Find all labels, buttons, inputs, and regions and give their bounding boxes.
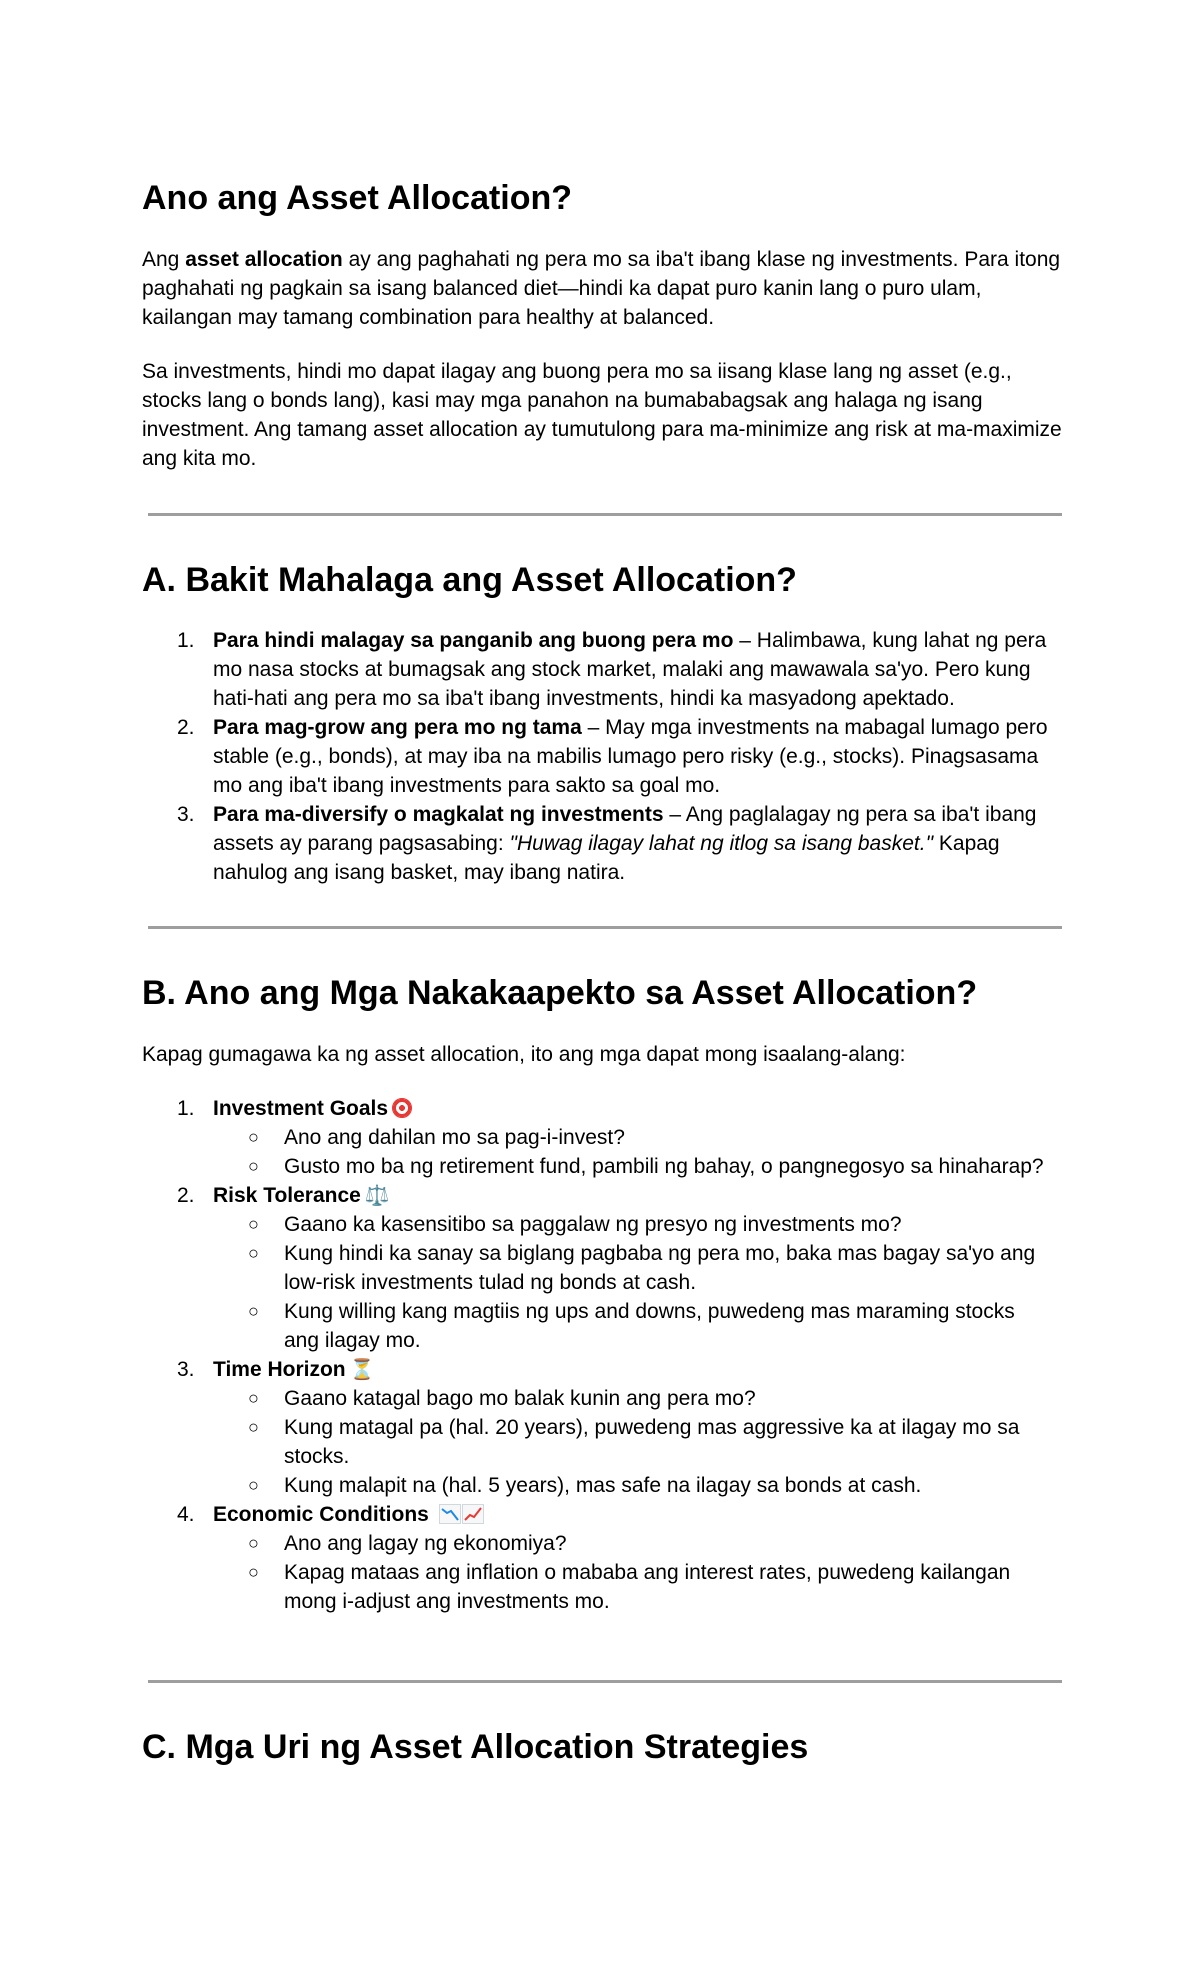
chart-up-icon xyxy=(462,1504,484,1524)
section-b-list xyxy=(142,1094,1062,1616)
scales-icon: ⚖️ xyxy=(364,1183,390,1207)
section-divider xyxy=(148,1680,1062,1683)
chart-down-icon xyxy=(439,1504,461,1524)
list-item: 3. Para ma-diversify o magkalat ng investments – Ang paglalagay ng pera sa iba't ibang assets ay parang pagsasabing: "Huwag ilagay lahat ng itlog sa isang basket." Kapag nahulog ang isang basket, may ibang natira. xyxy=(177,803,1037,884)
target-icon xyxy=(392,1098,412,1118)
section-a-list xyxy=(142,626,1062,887)
list-item: 2. Para mag-grow ang pera mo ng tama – May mga investments na mabagal lumago pero stable (e.g., bonds), at may iba na mabilis lumago pero risky (e.g., stocks). Pinagsasama mo ang iba't ibang investments para sakto sa goal mo. xyxy=(177,716,1048,797)
list-item: 2. Risk Tolerance ⚖️ xyxy=(177,1183,390,1207)
list-item: ○ Ano ang lagay ng ekonomiya? xyxy=(248,1532,567,1555)
intro-paragraph-2: Sa investments, hindi mo dapat ilagay ang buong pera mo sa iisang klase lang ng asset (e.g., stocks lang o bonds lang), kasi may mga panahon na bumababagsak ang halaga ng isang investment. Ang tamang asset allocation ay tumutulong para ma-minimize ang risk at ma-maximize ang kita mo. xyxy=(142,360,1062,470)
section-a-heading: A. Bakit Mahalaga ang Asset Allocation? xyxy=(142,561,797,599)
section-c-heading: C. Mga Uri ng Asset Allocation Strategies xyxy=(142,1728,809,1766)
hourglass-icon: ⏳ xyxy=(349,1357,375,1381)
list-item: ○ Gaano katagal bago mo balak kunin ang pera mo? xyxy=(248,1387,756,1410)
list-item: ○ Kapag mataas ang inflation o mababa ang interest rates, puwedeng kailangan mong i-adjust ang investments mo. xyxy=(248,1561,1011,1613)
section-divider xyxy=(148,926,1062,929)
list-item: ○ Ano ang dahilan mo sa pag-i-invest? xyxy=(248,1126,625,1149)
list-item: ○ Kung willing kang magtiis ng ups and downs, puwedeng mas maraming stocks ang ilagay mo. xyxy=(248,1300,1015,1352)
list-item: ○ Gusto mo ba ng retirement fund, pambili ng bahay, o pangnegosyo sa hinaharap? xyxy=(248,1155,1044,1178)
list-item: ○ Kung hindi ka sanay sa biglang pagbaba ng pera mo, baka mas bagay sa'yo ang low-risk investments tulad ng bonds at cash. xyxy=(248,1242,1036,1294)
intro-paragraph-1: Ang asset allocation ay ang paghahati ng pera mo sa iba't ibang klase ng investments. Para itong paghahati ng pagkain sa isang balanced diet—hindi ka dapat puro kanin lang o puro ulam, kailangan may tamang combination para healthy at balanced. xyxy=(142,248,1061,329)
list-item: ○ Kung malapit na (hal. 5 years), mas safe na ilagay sa bonds at cash. xyxy=(248,1474,922,1497)
list-item: ○ Gaano ka kasensitibo sa paggalaw ng presyo ng investments mo? xyxy=(248,1213,902,1236)
section-b-heading: B. Ano ang Mga Nakakaapekto sa Asset Allocation? xyxy=(142,974,978,1012)
list-item: 1. Investment Goals xyxy=(142,1094,1062,1123)
list-item: 3. Time Horizon ⏳ xyxy=(177,1357,375,1381)
intro-heading: Ano ang Asset Allocation? xyxy=(142,179,573,217)
list-item: 4. Economic Conditions xyxy=(142,1500,1062,1529)
list-item: 1. Para hindi malagay sa panganib ang buong pera mo – Halimbawa, kung lahat ng pera mo nasa stocks at bumagsak ang stock market, malaki ang mawawala sa'yo. Pero kung hati-hati ang pera mo sa iba't ibang investments, hindi ka masyadong apektado. xyxy=(177,629,1047,710)
section-divider xyxy=(148,513,1062,516)
section-b-lead: Kapag gumagawa ka ng asset allocation, ito ang mga dapat mong isaalang-alang: xyxy=(142,1043,906,1066)
list-item: ○ Kung matagal pa (hal. 20 years), puwedeng mas aggressive ka at ilagay mo sa stocks. xyxy=(248,1416,1020,1468)
